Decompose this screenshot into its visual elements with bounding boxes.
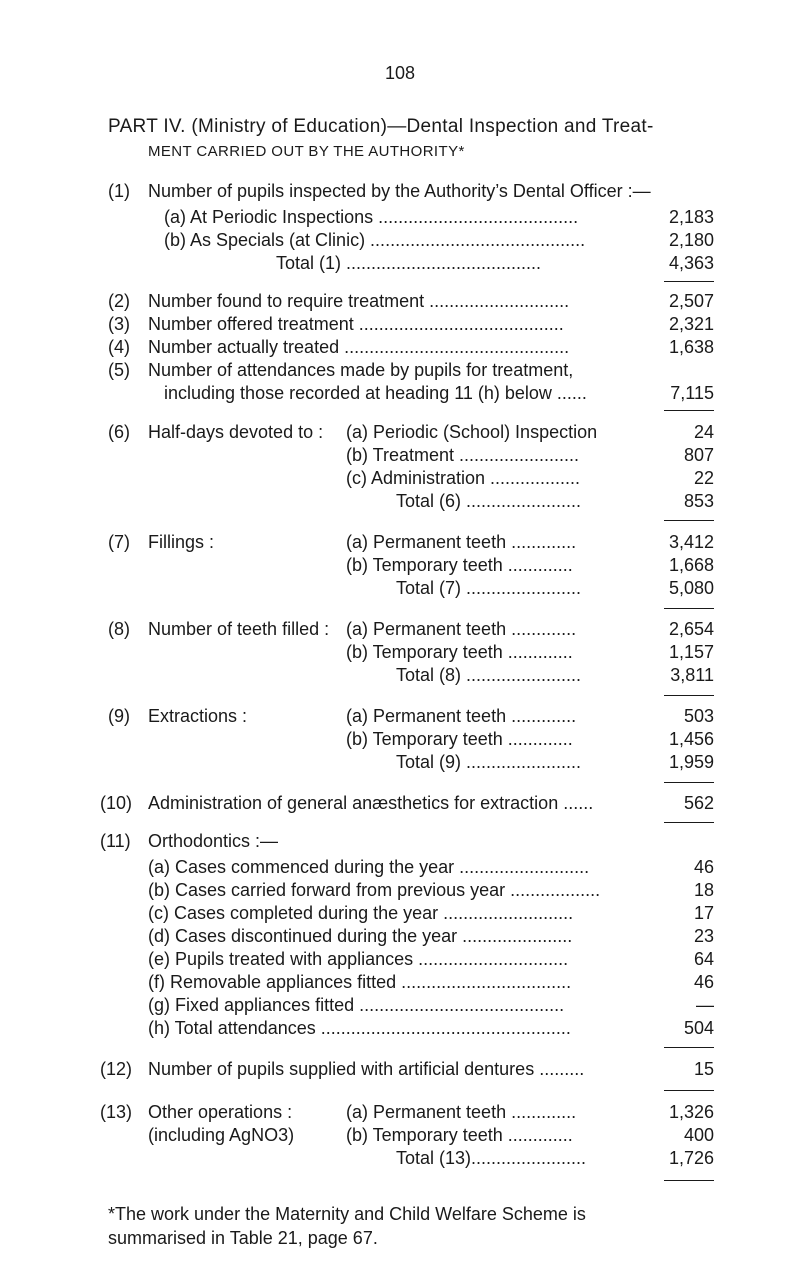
item-sublabel: (c) Administration .................. [346,468,581,488]
item-number: (6) [108,422,130,442]
item-number: (2) [108,291,130,311]
item-sublabel: (b) Temporary teeth ............. [346,555,573,575]
total-rule [664,410,714,411]
list-item-label: (e) Pupils treated with appliances .............................. [148,949,569,969]
item-number: (5) [108,360,130,380]
footnote: *The work under the Maternity and Child Welfare Scheme is [108,1204,586,1224]
total-value: 1,959 [668,752,714,772]
item-number: (13) [100,1102,133,1122]
item-value: 1,326 [668,1102,714,1122]
list-item-label: (b) Cases carried forward from previous year .................. [148,880,601,900]
list-item-label: (a) Cases commenced during the year .......................... [148,857,590,877]
total-rule [664,608,714,609]
total-rule [664,520,714,521]
item-sublabel: (a) Periodic (School) Inspection [346,422,598,442]
section-title-continued: MENT CARRIED OUT BY THE AUTHORITY* [148,143,465,160]
item-value: 24 [693,422,714,442]
list-item-label: (c) Cases completed during the year .......................... [148,903,574,923]
item-value: 7,115 [670,383,714,403]
item-label: Number of teeth filled : [148,619,330,639]
item-value: 1,157 [668,642,714,662]
item-value: 2,321 [668,314,714,334]
total-rule [664,281,714,282]
total-rule [664,1090,714,1091]
item-number: (4) [108,337,130,357]
item-label: Fillings : [148,532,215,552]
list-item-value: 23 [693,926,714,946]
footnote-continued: summarised in Table 21, page 67. [108,1228,378,1248]
section-title: PART IV. (Ministry of Education)—Dental Inspection and Treat- [108,116,654,137]
item-value: 807 [683,445,714,465]
list-item-value: 17 [693,903,714,923]
total-value: 3,811 [670,665,714,685]
item-value: 503 [683,706,714,726]
item-sublabel: (b) Treatment ........................ [346,445,580,465]
total-value: 1,726 [668,1148,714,1168]
item-sublabel: (b) Temporary teeth ............. [346,1125,573,1145]
item-sublabel: (a) Permanent teeth ............. [346,619,577,639]
item-value: 22 [693,468,714,488]
item-sublabel: (a) At Periodic Inspections ........................................ [164,207,579,227]
item-value: 15 [693,1059,714,1079]
item-label: Number offered treatment ......................................... [148,314,564,334]
item-label: Administration of general anæsthetics for extraction ...... [148,793,594,813]
item-number: (1) [108,181,130,201]
item-sublabel: (a) Permanent teeth ............. [346,532,577,552]
item-value: 2,183 [668,207,714,227]
list-item-value: 46 [693,857,714,877]
item-number: (8) [108,619,130,639]
total-value: 5,080 [668,578,714,598]
item-label: Number of pupils inspected by the Authority’s Dental Officer :— [148,181,651,201]
list-item-value: 504 [683,1018,714,1038]
list-item-label: (d) Cases discontinued during the year ...................... [148,926,573,946]
item-value: 2,507 [668,291,714,311]
item-value: 1,668 [668,555,714,575]
item-value: 562 [683,793,714,813]
item-value: 1,638 [668,337,714,357]
total-label: Total (9) ....................... [396,752,582,772]
item-number: (9) [108,706,130,726]
item-sublabel: (b) Temporary teeth ............. [346,642,573,662]
page-number: 108 [384,63,416,83]
item-sublabel: (a) Permanent teeth ............. [346,1102,577,1122]
list-item-value: 46 [693,972,714,992]
item-value: 1,456 [668,729,714,749]
list-item-label: (g) Fixed appliances fitted ......................................... [148,995,565,1015]
total-label: Total (1) ....................................... [276,253,542,273]
item-label: Extractions : [148,706,248,726]
item-number: (10) [100,793,133,813]
total-rule [664,1180,714,1181]
total-label: Total (6) ....................... [396,491,582,511]
total-rule [664,695,714,696]
item-number: (11) [100,831,131,851]
item-label-continued: including those recorded at heading 11 (h) below ...... [164,383,587,403]
item-sublabel: (b) Temporary teeth ............. [346,729,573,749]
total-value: 4,363 [668,253,714,273]
total-label: Total (13)....................... [396,1148,587,1168]
item-label: Other operations : [148,1102,293,1122]
item-value: 2,180 [668,230,714,250]
total-rule [664,822,714,823]
item-value: 400 [683,1125,714,1145]
item-label: Orthodontics :— [148,831,279,851]
total-label: Total (8) ....................... [396,665,582,685]
item-sublabel: (b) As Specials (at Clinic) ........................................... [164,230,586,250]
item-number: (12) [100,1059,133,1079]
item-sublabel: (a) Permanent teeth ............. [346,706,577,726]
item-label-continued: (including AgNO3) [148,1125,295,1145]
list-item-label: (h) Total attendances .................................................. [148,1018,571,1038]
list-item-value: 18 [693,880,714,900]
item-label: Number of attendances made by pupils for treatment, [148,360,574,380]
list-item-value: — [696,995,714,1015]
item-label: Half-days devoted to : [148,422,324,442]
total-rule [664,1047,714,1048]
item-number: (3) [108,314,130,334]
item-label: Number found to require treatment ............................ [148,291,570,311]
total-label: Total (7) ....................... [396,578,582,598]
list-item-value: 64 [693,949,714,969]
item-value: 3,412 [668,532,714,552]
item-value: 2,654 [668,619,714,639]
total-rule [664,782,714,783]
item-label: Number of pupils supplied with artificial dentures ......... [148,1059,585,1079]
item-number: (7) [108,532,130,552]
total-value: 853 [683,491,714,511]
item-label: Number actually treated ............................................. [148,337,570,357]
list-item-label: (f) Removable appliances fitted .................................. [148,972,572,992]
